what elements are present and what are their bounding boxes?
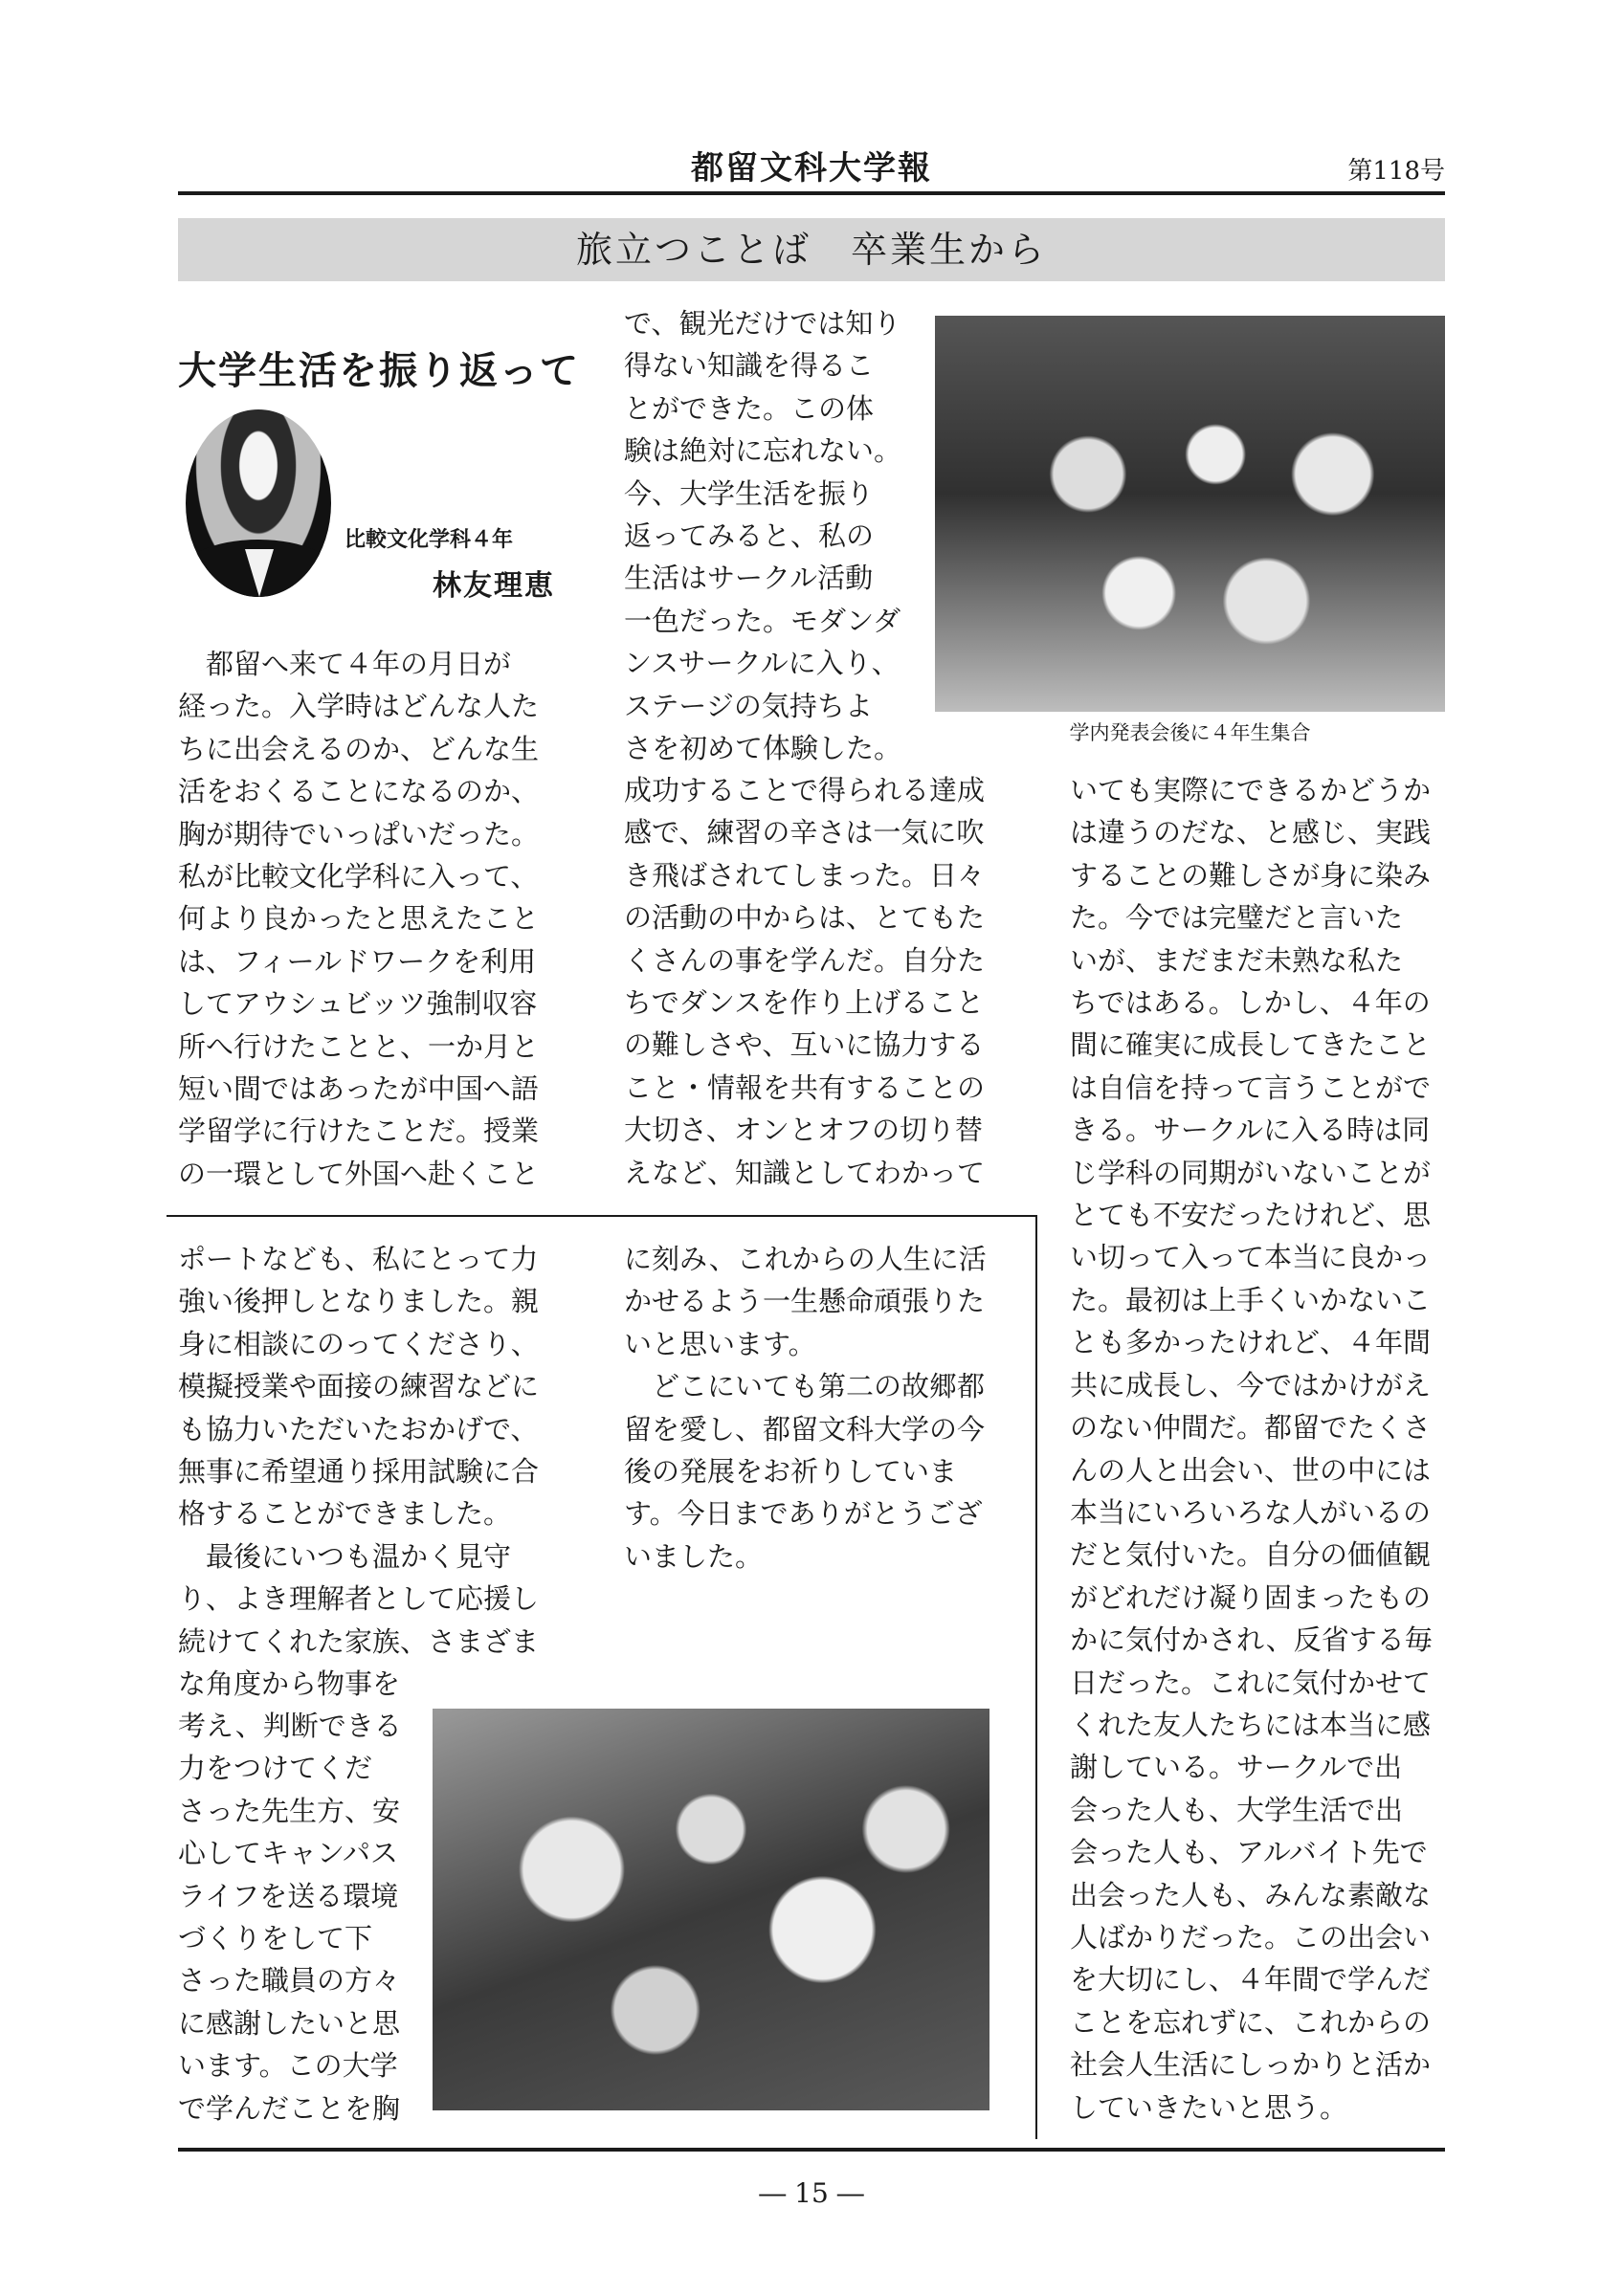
author-portrait — [186, 409, 331, 597]
footer-rule — [178, 2148, 1445, 2152]
column-upper-middle-bottom: 成功することで得られる達成 感で、練習の辛さは一気に吹 き飛ばされてしまった。日々 の活動の中からは、とてもた くさんの事を学んだ。自分た ちでダンスを作り上げること の難しさや、互いに協力する こと・情報を共有することの 大切さ、オンとオフの切り替 えなど、知識としてわかって — [624, 774, 986, 1189]
article-title: 大学生活を振り返って — [178, 349, 580, 393]
issue-number: 第118号 — [1347, 157, 1445, 186]
column-upper-left: 都留へ来て４年の月日が 経った。入学時はどんな人た ちに出会えるのか、どんな生 活をおくることになるのか、 胸が期待でいっぱいだった。 私が比較文化学科に入って、 何より良かったと思えたこと は、フィールドワークを利用 してアウシュビッツ強制収容 所へ行けたことと、一か月と 短い間ではあったが中国へ語 学留学に行けたことだ。授業 の一環として外国へ赴くこと — [178, 648, 540, 1190]
author-department: 比較文化学科４年 — [345, 528, 514, 552]
photo-caption: 学内発表会後に４年生集合 — [1069, 721, 1311, 744]
column-lower-middle: に刻み、これからの人生に活 かせるよう一生懸命頑張りた いと思います。 どこにいても第二の故郷都 留を愛し、都留文科大学の今 後の発展をお祈りしていま す。今日までありがとうござ いました。 — [624, 1243, 987, 1573]
author-name: 林友理恵 — [433, 569, 555, 603]
newsletter-title: 都留文科大学報 — [691, 149, 932, 188]
article-divider-vertical — [1035, 1215, 1037, 2139]
column-lower-left: ポートなども、私にとって力 強い後押しとなりました。親 身に相談にのってくださり、 模擬授業や面接の練習などに も協力いただいたおかげで、 無事に希望通り採用試験に合 格することができました。 最後にいつも温かく見守 り、よき理解者として応援し 続けてくれた家族、さまざま な角度から物事を — [178, 1243, 540, 1701]
outdoor-group-photo — [433, 1709, 989, 2110]
column-upper-middle-top: で、観光だけでは知り 得ない知識を得るこ とができた。この体 験は絶対に忘れない。 今、大学生活を振り 返ってみると、私の 生活はサークル活動 一色だった。モダンダ ンスサークルに入り、 ステージの気持ちよ さを初めて体験した。 — [624, 307, 902, 765]
dance-circle-group-photo — [935, 316, 1445, 712]
column-right: いても実際にできるかどうか は違うのだな、と感じ、実践 することの難しさが身に染み た。今では完璧だと言いた いが、まだまだ未熟な私た ちではある。しかし、４年の 間に確実に成長してきたこと は自信を持って言うことがで きる。サークルに入る時は同 じ学科の同期がいないことが とても不安だったけれど、思 い切って入って本当に良かっ た。最初は上手くいかないこ とも多かったけれど、４年間 共に成長し、今ではかけがえ のない仲間だ。都留でたくさ んの人と出会い、世の中には 本当にいろいろな人がいるの だと気付いた。自分の価値観 がどれだけ凝り固まったもの かに気付かされ、反省する毎 日だった。これに気付かせて くれた友人たちには本当に感 謝している。サークルで出 会った人も、大学生活で出 会った人も、アルバイト先で 出会った人も、みんな素敵な 人ばかりだった。この出会い を大切にし、４年間で学んだ ことを忘れずに、これからの 社会人生活にしっかりと活か していきたいと思う。 — [1070, 774, 1433, 2124]
header-rule — [178, 191, 1445, 195]
column-lower-left-narrow: 考え、判断できる 力をつけてくだ さった先生方、安 心してキャンパス ライフを送る環境 づくりをして下 さった職員の方々 に感謝したいと思 います。この大学 で学んだことを胸 — [178, 1710, 402, 2125]
page-number: ― 15 ― — [759, 2177, 864, 2209]
article-divider-horizontal — [167, 1215, 1035, 1217]
section-banner: 旅立つことば 卒業生から — [178, 218, 1445, 281]
